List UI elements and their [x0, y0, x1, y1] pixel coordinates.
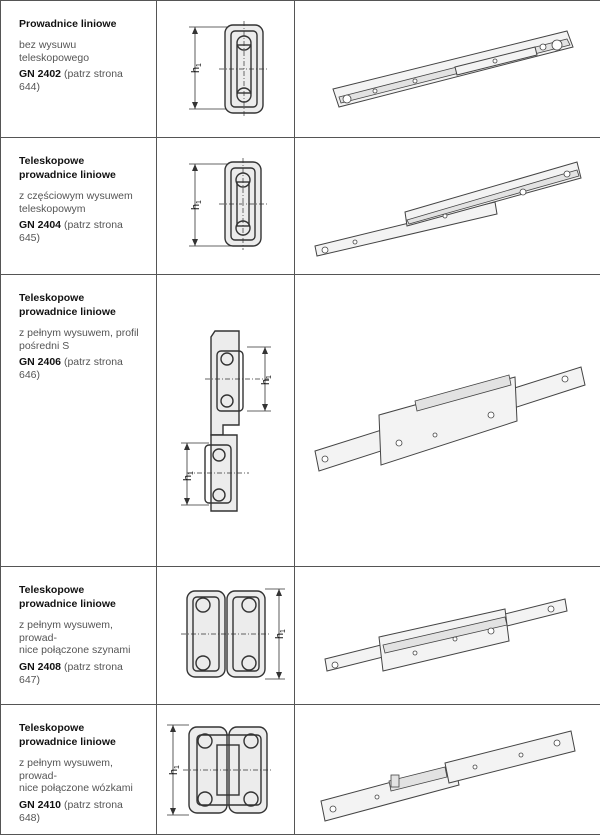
product-subtitle: nice połączone wózkami [19, 782, 133, 794]
dimension-label: h [190, 203, 202, 210]
product-subtitle: z pełnym wysuwem, prowad- [19, 619, 113, 644]
dimension-subscript: 1 [280, 629, 287, 633]
dimension-subscript: 1 [266, 375, 273, 379]
product-title: Teleskopowe prowadnice liniowe [19, 292, 116, 318]
product-code: GN 2406 [19, 356, 62, 368]
product-reference [19, 799, 144, 825]
dimension-subscript: 1 [196, 200, 203, 204]
cross-section-cell [157, 705, 295, 835]
dimension-label: h [168, 768, 180, 775]
page-reference: (patrz strona 648) [19, 798, 123, 824]
product-reference [19, 68, 144, 94]
product-subtitle: z pełnym wysuwem, profil [19, 327, 139, 339]
product-reference [19, 661, 144, 687]
page-reference: (patrz strona 647) [19, 660, 123, 686]
description-cell [1, 567, 157, 705]
page-reference: (patrz strona 646) [19, 356, 123, 381]
product-title: Teleskopowe prowadnice liniowe [19, 722, 116, 748]
product-subtitle: z pełnym wysuwem, prowad- [19, 757, 113, 782]
product-code: GN 2404 [19, 219, 62, 231]
product-title: Prowadnice liniowe [19, 18, 117, 30]
dimension-label: h [260, 378, 272, 385]
product-image-cell [295, 567, 600, 705]
dimension-label: h [182, 474, 194, 481]
dimension-label: h [190, 66, 202, 73]
product-code: GN 2408 [19, 660, 62, 673]
dimension-subscript: 1 [174, 765, 181, 769]
product-image [295, 567, 600, 704]
product-image [295, 138, 600, 274]
table-row [1, 138, 600, 275]
cross-section-cell [157, 275, 295, 567]
product-subtitle: teleskopowym [19, 202, 86, 215]
product-image [295, 705, 600, 834]
cross-section-cell [157, 567, 295, 705]
page-reference: (patrz strona 644) [19, 68, 123, 93]
product-image-cell [295, 705, 600, 835]
table-row [1, 705, 600, 835]
product-code: GN 2410 [19, 798, 62, 811]
cross-section-diagram [157, 1, 294, 137]
cross-section-diagram [157, 705, 294, 834]
product-reference [19, 219, 144, 245]
dimension-label: h [274, 632, 286, 639]
dimension-subscript: 1 [196, 63, 203, 67]
cross-section-cell [157, 138, 295, 275]
product-title: Teleskopowe prowadnice liniowe [19, 584, 116, 610]
cross-section-cell [157, 1, 295, 138]
product-title: Teleskopowe prowadnice liniowe [19, 155, 116, 181]
table-row [1, 1, 600, 138]
product-subtitle: bez wysuwu teleskopowego [19, 39, 90, 64]
product-image-cell [295, 138, 600, 275]
table-row [1, 275, 600, 567]
cross-section-diagram [157, 275, 294, 566]
description-cell [1, 275, 157, 567]
cross-section-diagram [157, 567, 294, 704]
dimension-subscript: 1 [188, 471, 195, 475]
table-row [1, 567, 600, 705]
product-reference [19, 356, 144, 382]
product-subtitle: nice połączone szynami [19, 644, 131, 656]
product-subtitle: z częściowym wysuwem [19, 190, 133, 202]
product-image [295, 275, 600, 566]
cross-section-diagram [157, 138, 294, 274]
product-image-cell [295, 1, 600, 138]
product-image [295, 1, 600, 137]
product-subtitle: pośredni S [19, 339, 70, 352]
product-image-cell [295, 275, 600, 567]
product-code: GN 2402 [19, 68, 62, 80]
page-reference: (patrz strona 645) [19, 219, 123, 244]
description-cell [1, 705, 157, 835]
description-cell [1, 138, 157, 275]
description-cell [1, 1, 157, 138]
